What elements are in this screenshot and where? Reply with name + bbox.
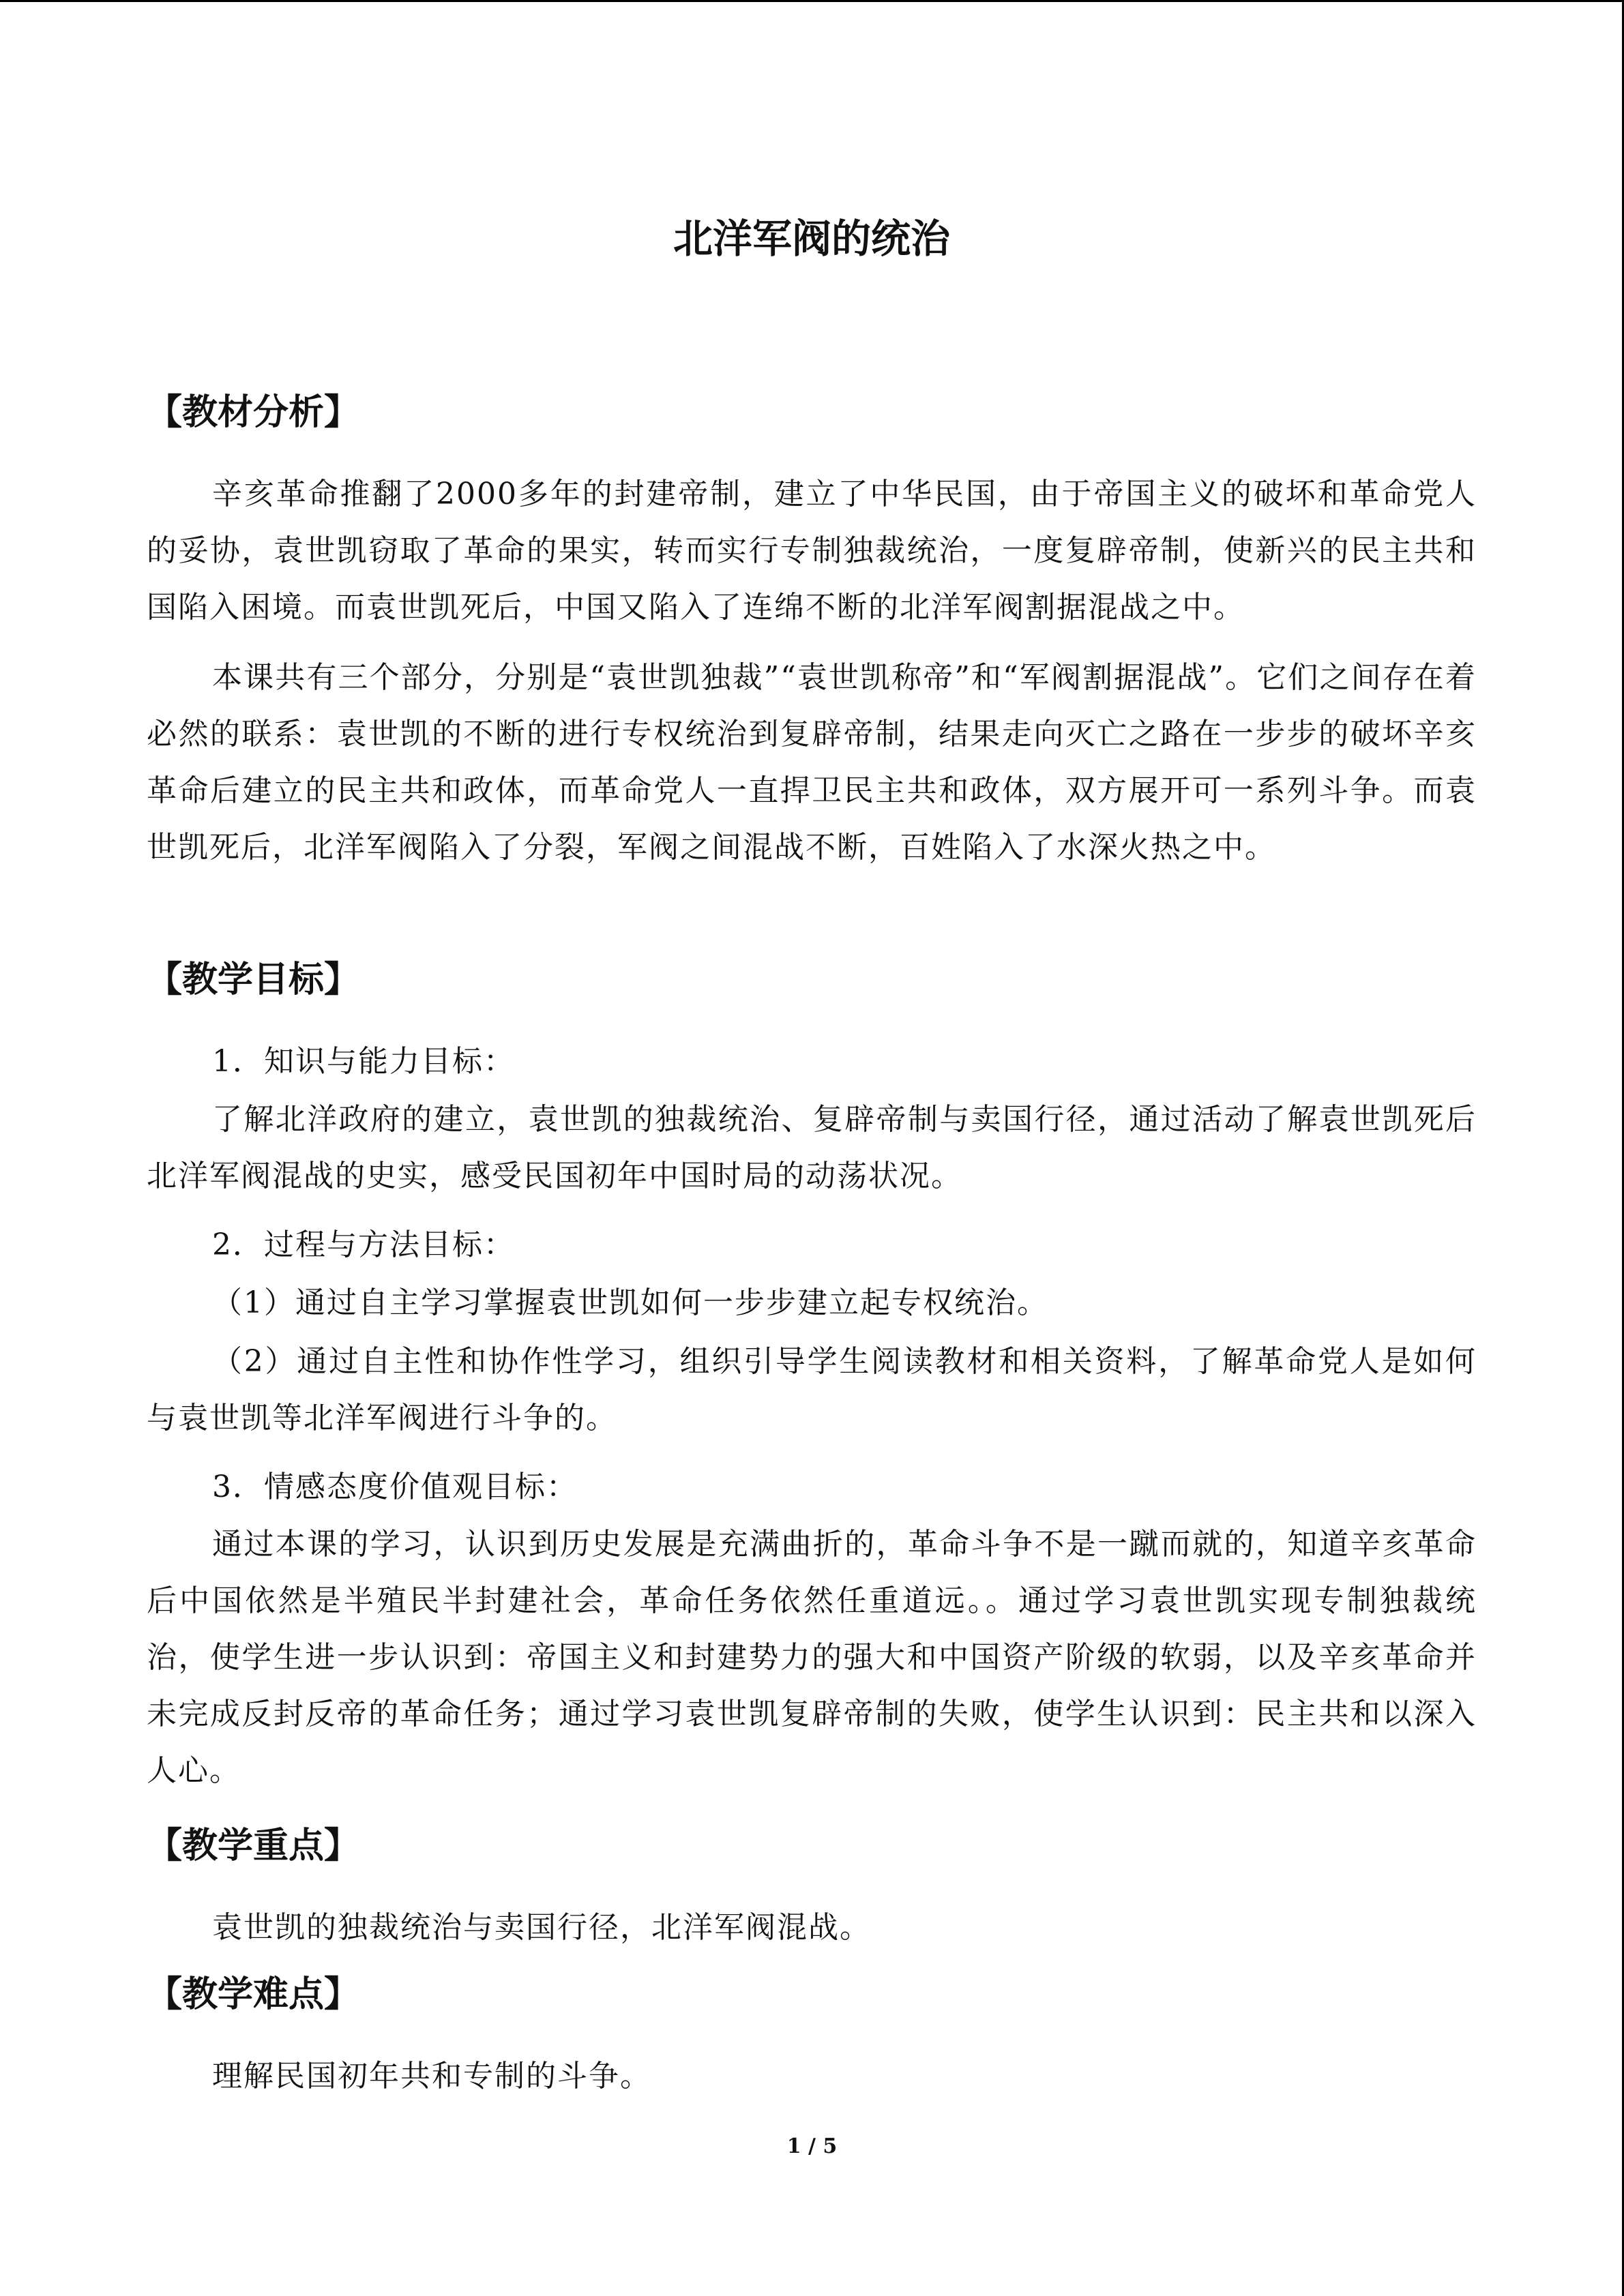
section-heading-key-points: 【教学重点】 xyxy=(147,1825,360,1866)
analysis-paragraph-1: 辛亥革命推翻了2000多年的封建帝制，建立了中华民国，由于帝国主义的破坏和革命党人的妥协，袁世凯窃取了革命的果实，转而实行专制独裁统治，一度复辟帝制，使新兴的民主共和国陷入困境。而袁世凯死后，中国又陷入了连绵不断的北洋军阀割据混战之中。 xyxy=(147,477,1477,625)
goal-3-title: 3．情感态度价值观目标： xyxy=(212,1470,578,1504)
page-border-top xyxy=(0,0,1624,2)
goal-3-text: 通过本课的学习，认识到历史发展是充满曲折的，革命斗争不是一蹴而就的，知道辛亥革命后中国依然是半殖民半封建社会，革命任务依然任重道远。。通过学习袁世凯实现专制独裁统治，使学生进一步认识到：帝国主义和封建势力的强大和中国资产阶级的软弱，以及辛亥革命并未完成反封反帝的革命任务；通过学习袁世凯复辟帝制的失败，使学生认识到：民主共和以深入人心。 xyxy=(147,1527,1477,1788)
section-heading-difficulties: 【教学难点】 xyxy=(147,1974,360,2015)
key-points-text: 袁世凯的独裁统治与卖国行径，北洋军阀混战。 xyxy=(212,1910,871,1945)
goal-2-title: 2．过程与方法目标： xyxy=(212,1227,515,1262)
page-number: 1 / 5 xyxy=(786,2134,838,2158)
document-title: 北洋军阀的统治 xyxy=(673,215,950,262)
analysis-paragraph-2: 本课共有三个部分，分别是“袁世凯独裁”“袁世凯称帝”和“军阀割据混战”。它们之间存在着必然的联系：袁世凯的不断的进行专权统治到复辟帝制，结果走向灭亡之路在一步步的破坏辛亥革命后建立的民主共和政体，而革命党人一直捍卫民主共和政体，双方展开可一系列斗争。而袁世凯死后，北洋军阀陷入了分裂，军阀之间混战不断，百姓陷入了水深火热之中。 xyxy=(147,660,1477,865)
difficulties-text: 理解民国初年共和专制的斗争。 xyxy=(212,2059,651,2093)
goal-2-sub-1: （1）通过自主学习掌握袁世凯如何一步步建立起专权统治。 xyxy=(212,1285,1048,1320)
goal-1-title: 1．知识与能力目标： xyxy=(212,1044,515,1079)
goal-1-text: 了解北洋政府的建立，袁世凯的独裁统治、复辟帝制与卖国行径，通过活动了解袁世凯死后北洋军阀混战的史实，感受民国初年中国时局的动荡状况。 xyxy=(147,1102,1477,1193)
section-heading-goals: 【教学目标】 xyxy=(147,959,360,1000)
section-heading-analysis: 【教材分析】 xyxy=(147,392,360,433)
goal-2-sub-2: （2）通过自主性和协作性学习，组织引导学生阅读教材和相关资料，了解革命党人是如何与袁世凯等北洋军阀进行斗争的。 xyxy=(147,1344,1477,1435)
